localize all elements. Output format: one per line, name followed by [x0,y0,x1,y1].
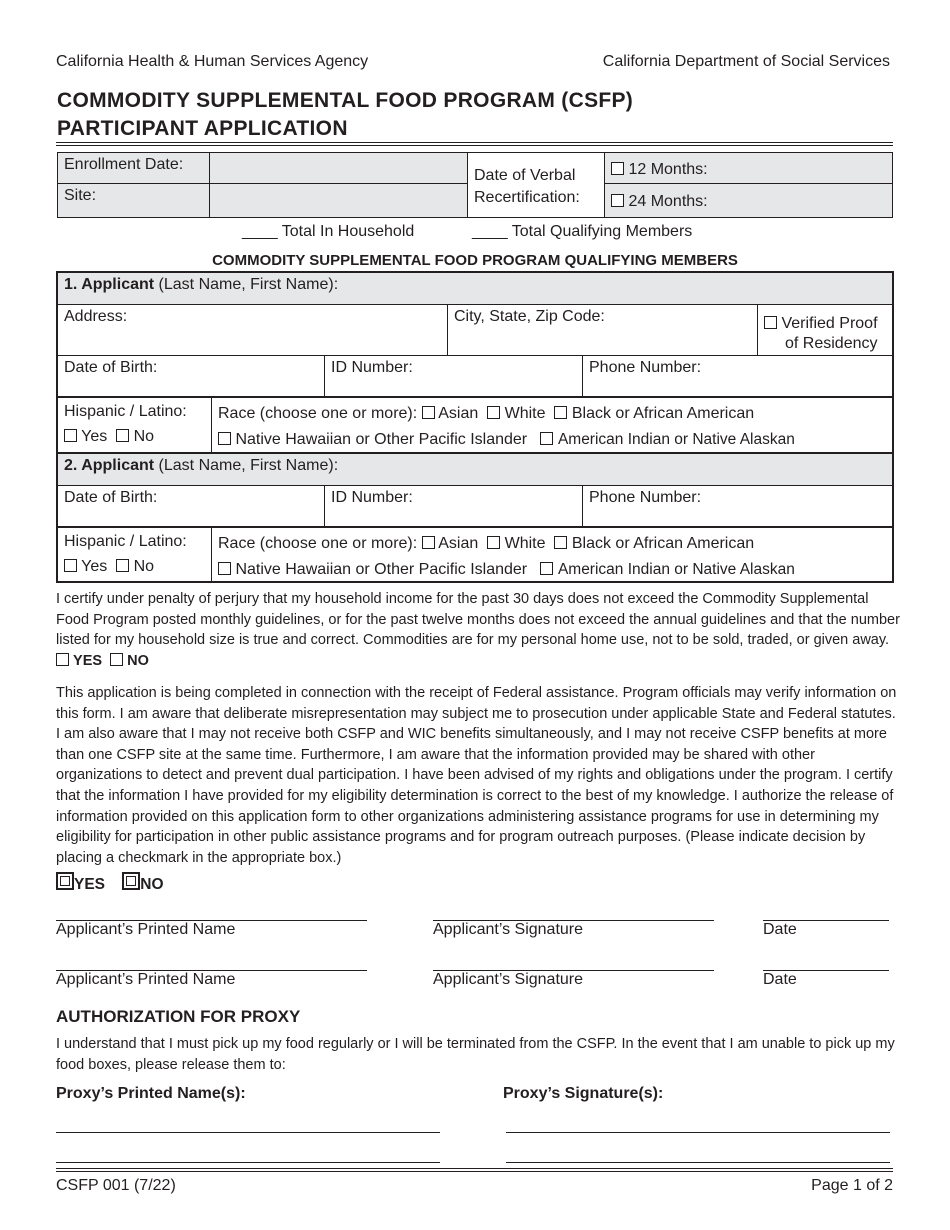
a1-hispanic-yes-label: Yes [81,428,108,445]
verbal-recertification-label [468,152,605,218]
footer-divider-2 [56,1171,893,1172]
sig2-printed-name-label: Applicant’s Printed Name [56,971,236,988]
federal-no-label: NO [140,876,164,893]
sig1-date-label: Date [763,921,797,938]
proxy-printed-names-label: Proxy’s Printed Name(s): [56,1085,246,1102]
a2-hawaiian-checkbox[interactable] [218,562,231,575]
total-household [242,223,414,241]
a1-race-label: Race (choose one or more): [218,405,418,422]
a1-american-indian-checkbox[interactable] [540,432,553,445]
a1-black-label: Black or African American [571,405,755,422]
a1-hispanic-label: Hispanic / Latino: [64,403,187,420]
a1-american-indian-label: American Indian or Native Alaskan [557,431,795,448]
proxy-text: I understand that I must pick up my food regularly or I will be terminated from the CSFP. In the event that I am unable to pick up my food boxes, please release them to: [56,1036,895,1073]
total-household-blank[interactable]: ____ [242,223,278,240]
a1-city-field[interactable] [448,305,757,355]
a2-id-field[interactable] [325,486,582,526]
a2-asian-checkbox[interactable] [422,536,435,549]
a1-verified-checkbox[interactable] [764,316,777,329]
a1-verified-residency[interactable] [758,305,892,355]
a2-dob-label: Date of Birth: [64,489,158,506]
a1-hispanic [58,398,211,452]
a2-black-label: Black or African American [571,535,755,552]
proxy-signatures-label: Proxy’s Signature(s): [503,1085,664,1102]
a1-dob-field[interactable] [58,356,324,396]
federal-paragraph: This application is being completed in connection with the receipt of Federal assistance. Program officials may verify information on this form. I am aware that deliberate misrepresentation may subject me to prosecution under applicable State and Federal statutes. I am also aware that I may not receive both CSFP and WIC benefits simultaneously, and I may not receive CSFP benefits at more than one CSFP site at the same time. Furthermore, I am aware that the information provided may be shared with other organizations to detect and prevent dual participation. I have been advised of my rights and obligations under the program. I certify that the information I have provided for my eligibility determination is correct to the best of my knowledge. I authorize the release of information provided on this application form to other organizations administering assistance programs for use in determining my eligibility for participation in other public assistance programs and for program outreach purposes. (Please indicate decision by placing a checkmark in the appropriate box.) [56,685,897,866]
a1-white-checkbox[interactable] [487,406,500,419]
a2-race [212,528,892,581]
a1-id-label: ID Number: [331,359,413,376]
months-12-label: 12 Months: [628,161,708,178]
a1-hispanic-yes-checkbox[interactable] [64,429,77,442]
federal-choice [56,872,164,894]
a1-verified-line-2: of Residency [785,335,878,352]
a2-black-checkbox[interactable] [554,536,567,549]
a2-hawaiian-label: Native Hawaiian or Other Pacific Islander [235,561,528,578]
total-household-label: Total In Household [281,223,415,240]
federal-yes-label: YES [74,876,106,893]
a1-asian-checkbox[interactable] [422,406,435,419]
total-qualifying-blank[interactable]: ____ [472,223,508,240]
verbal-recert-line-1: Date of Verbal [474,167,576,184]
a2-hispanic-yes-checkbox[interactable] [64,559,77,572]
a1-race [212,398,892,452]
certify-yes-checkbox[interactable] [56,653,69,666]
applicant-1-heading-rest: (Last Name, First Name): [158,276,339,293]
site-label: Site: [57,184,210,218]
a2-hispanic-no-checkbox[interactable] [116,559,129,572]
a1-hawaiian-label: Native Hawaiian or Other Pacific Islander [235,431,528,448]
certify-yes-label: YES [73,652,103,669]
a2-white-checkbox[interactable] [487,536,500,549]
a1-black-checkbox[interactable] [554,406,567,419]
a1-asian-label: Asian [438,405,479,422]
a2-phone-field[interactable] [583,486,892,526]
a1-city-label: City, State, Zip Code: [454,308,605,325]
a2-hispanic-no-label: No [133,558,155,575]
a2-white-label: White [504,535,546,552]
proxy-name-line-2[interactable] [56,1162,440,1163]
footer-divider [56,1168,893,1169]
a1-hispanic-no-label: No [133,428,155,445]
months-24-checkbox[interactable] [611,194,624,207]
proxy-signature-line-2[interactable] [506,1162,890,1163]
a2-hispanic [58,528,211,581]
a2-american-indian-checkbox[interactable] [540,562,553,575]
certify-no-checkbox[interactable] [110,653,123,666]
sig1-printed-name-label: Applicant’s Printed Name [56,921,236,938]
a2-phone-label: Phone Number: [589,489,702,506]
proxy-name-line-1[interactable] [56,1132,440,1133]
a2-american-indian-label: American Indian or Native Alaskan [557,561,795,578]
sig1-signature-label: Applicant’s Signature [433,921,584,938]
a2-hispanic-yes-label: Yes [81,558,108,575]
sig2-date-label: Date [763,971,797,988]
federal-no-checkbox[interactable] [122,872,140,890]
certify-text: I certify under penalty of perjury that my household income for the past 30 days does not exceed the Commodity Supplemental Food Program posted monthly guidelines, or for the past twelve months does not exceed the annual guidelines and that the number listed for my household size is true and correct. Commodities are for my personal home use, not to be sold, traded, or given away. [56,591,900,649]
a1-phone-field[interactable] [583,356,892,396]
form-id: CSFP 001 (7/22) [56,1177,176,1194]
applicant-1-name-row[interactable] [58,273,892,304]
months-12-checkbox[interactable] [611,162,624,175]
page-number: Page 1 of 2 [811,1177,893,1194]
a1-phone-label: Phone Number: [589,359,702,376]
months-24-row[interactable] [605,184,893,218]
title-line-2: PARTICIPANT APPLICATION [57,117,348,140]
a2-id-label: ID Number: [331,489,413,506]
applicant-1-heading: 1. Applicant [64,276,155,293]
a1-id-field[interactable] [325,356,582,396]
total-qualifying-label: Total Qualifying Members [511,223,693,240]
a1-hawaiian-checkbox[interactable] [218,432,231,445]
agency-name: California Health & Human Services Agency [56,53,369,70]
proxy-signature-line-1[interactable] [506,1132,890,1133]
a1-address-field[interactable] [58,305,447,355]
a1-address-label: Address: [64,308,128,325]
members-heading: COMMODITY SUPPLEMENTAL FOOD PROGRAM QUALIFYING MEMBERS [212,252,738,269]
federal-yes-checkbox[interactable] [56,872,74,890]
a1-dob-label: Date of Birth: [64,359,158,376]
enrollment-date-field[interactable] [210,152,468,184]
applicant-2-name-row[interactable] [58,454,892,485]
verbal-recert-line-2: Recertification: [474,189,580,206]
department-name: California Department of Social Services [602,53,890,70]
sig2-signature-label: Applicant’s Signature [433,971,584,988]
a1-verified-line-1: Verified Proof [781,315,878,332]
total-qualifying [472,223,692,241]
title-line-1: COMMODITY SUPPLEMENTAL FOOD PROGRAM (CSFP) [57,89,634,112]
title-divider-2 [56,145,893,146]
site-field[interactable] [210,184,468,218]
months-24-label: 24 Months: [628,193,708,210]
certify-no-label: NO [127,652,149,669]
certify-paragraph [56,589,901,671]
a2-hispanic-label: Hispanic / Latino: [64,533,187,550]
a1-white-label: White [504,405,546,422]
enrollment-date-label: Enrollment Date: [57,152,210,184]
a2-dob-field[interactable] [58,486,324,526]
applicant-2-heading-rest: (Last Name, First Name): [158,457,339,474]
applicant-2-heading: 2. Applicant [64,457,155,474]
a1-hispanic-no-checkbox[interactable] [116,429,129,442]
months-12-row[interactable] [605,152,893,184]
a2-asian-label: Asian [438,535,479,552]
page-title [57,87,633,143]
proxy-heading: AUTHORIZATION FOR PROXY [56,1007,301,1026]
title-divider [56,142,893,143]
a2-race-label: Race (choose one or more): [218,535,418,552]
